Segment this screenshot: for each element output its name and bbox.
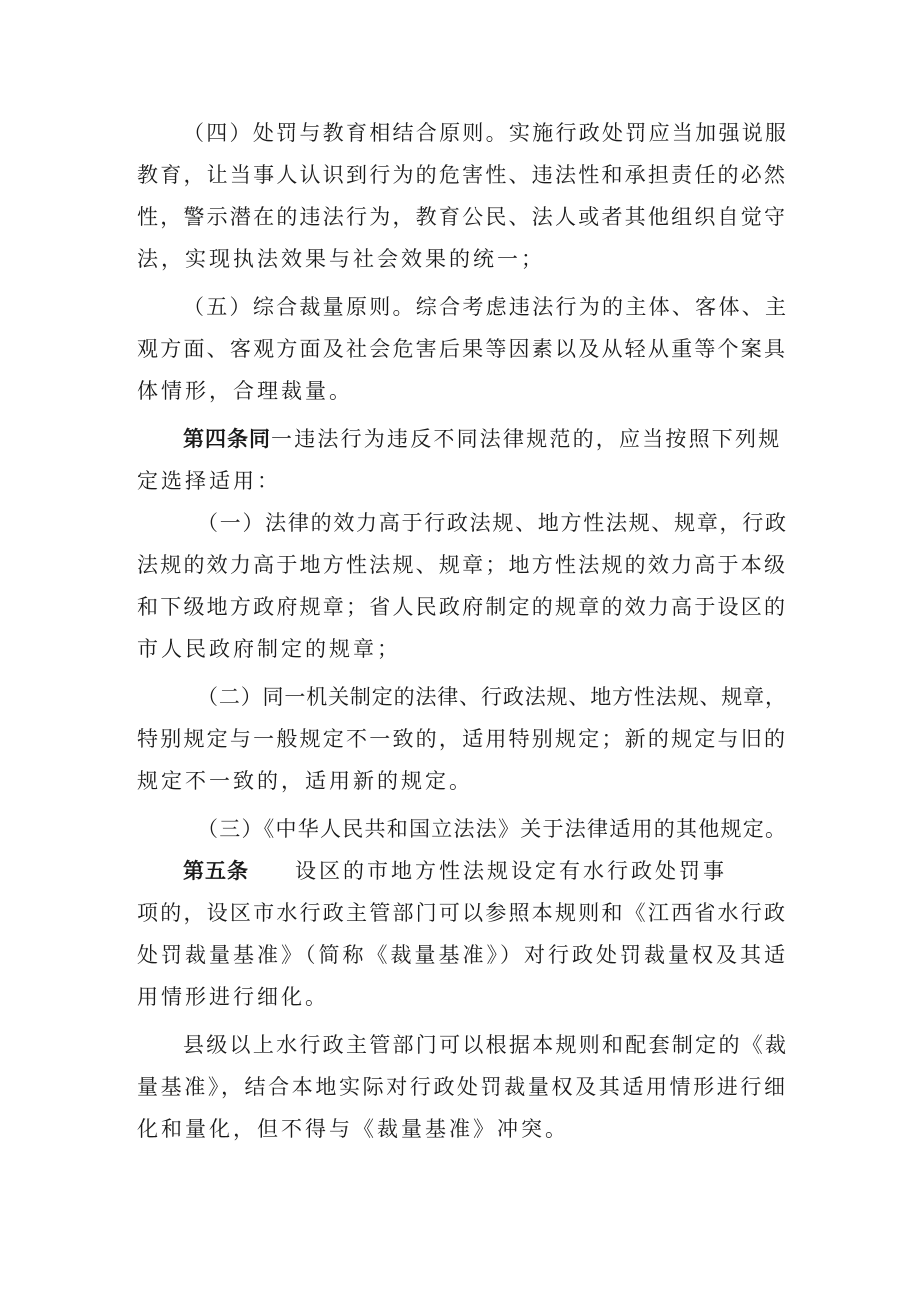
p2-line-1: （五）综合裁量原则。综合考虑违法行为的主体、客体、主 (183, 295, 786, 319)
p2-line-3: 体情形，合理裁量。 (137, 379, 353, 403)
p5-line-3: 规定不一致的，适用新的规定。 (137, 769, 473, 793)
article-4-line-1 (183, 424, 786, 454)
p8-line-1: 县级以上水行政主管部门可以根据本规则和配套制定的《裁 (183, 1033, 786, 1057)
p8-line-2: 量基准》，结合本地实际对行政处罚裁量权及其适用情形进行细 (137, 1075, 785, 1099)
p4-line-3: 和下级地方政府规章；省人民政府制定的规章的效力高于设区的 (137, 595, 785, 619)
p1-line-4: 法，实现执法效果与社会效果的统一； (137, 247, 545, 271)
p4-line-2: 法规的效力高于地方性法规、规章；地方性法规的效力高于本级 (137, 553, 785, 577)
article-4-line-2: 定选择适用： (137, 469, 281, 493)
p1-line-2: 教育，让当事人认识到行为的危害性、违法性和承担责任的必然 (137, 163, 785, 187)
p2-line-2: 观方面、客观方面及社会危害后果等因素以及从轻从重等个案具 (137, 337, 785, 361)
p4-line-4: 市人民政府制定的规章； (137, 637, 401, 661)
p1-line-3: 性，警示潜在的违法行为，教育公民、法人或者其他组织自觉守 (137, 205, 785, 229)
p1-line-1: （四）处罚与教育相结合原则。实施行政处罚应当加强说服 (183, 121, 786, 145)
article-5-line-1 (183, 856, 727, 886)
p4-line-1: （一）法律的效力高于行政法规、地方性法规、规章，行政 (197, 511, 786, 535)
p6-line-1: （三）《中华人民共和国立法法》关于法律适用的其他规定。 (197, 817, 786, 841)
article-5-line-3: 处罚裁量基准》（简称《裁量基准》）对行政处罚裁量权及其适 (137, 943, 785, 967)
article-5-heading: 第五条 (183, 858, 249, 883)
article-4-heading: 第四条同 (183, 426, 271, 451)
article-5-line-4: 用情形进行细化。 (137, 985, 329, 1009)
p5-line-2: 特别规定与一般规定不一致的，适用特别规定；新的规定与旧的 (137, 727, 785, 751)
article-5-text: 设区的市地方性法规设定有水行政处罚事 (295, 859, 727, 883)
article-4-text: 一违法行为违反不同法律规范的，应当按照下列规 (271, 427, 782, 451)
article-5-line-2: 项的，设区市水行政主管部门可以参照本规则和《江西省水行政 (137, 901, 785, 925)
p5-line-1: （二）同一机关制定的法律、行政法规、地方性法规、规章， (197, 685, 786, 709)
p8-line-3: 化和量化，但不得与《裁量基准》冲突。 (137, 1117, 569, 1141)
